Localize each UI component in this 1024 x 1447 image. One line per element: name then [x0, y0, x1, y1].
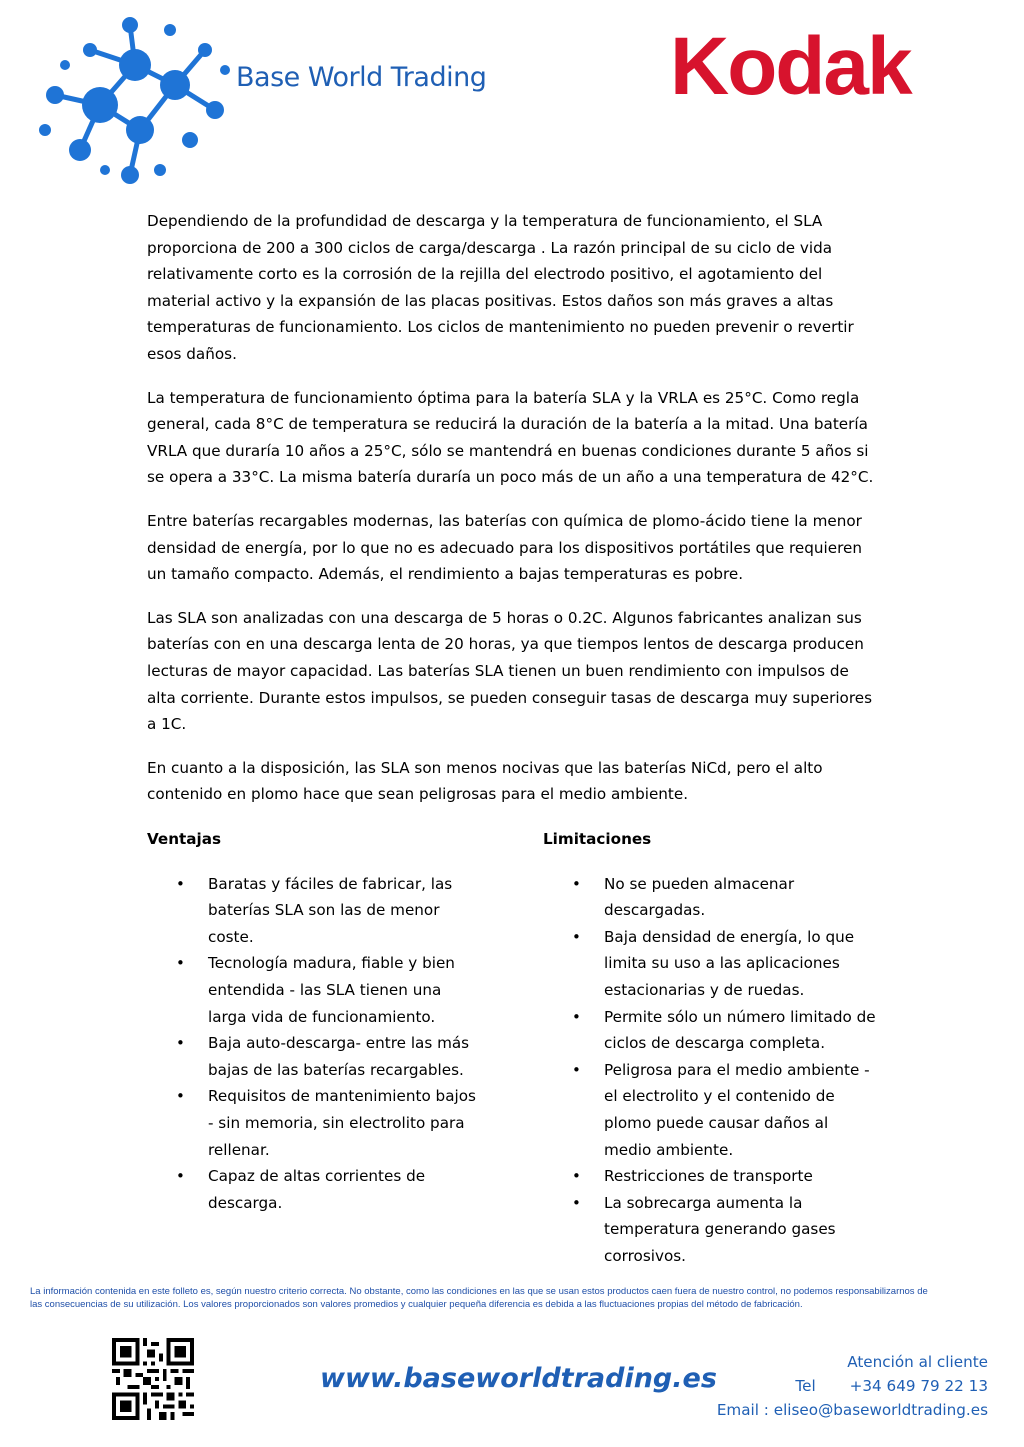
- list-item: [543, 1057, 879, 1163]
- advantages-heading: Ventajas: [147, 830, 222, 848]
- list-item: [543, 1004, 879, 1057]
- pros-cons-columns: [147, 826, 887, 1265]
- contact-block: [717, 1350, 988, 1422]
- list-item-text: Requisitos de mantenimiento bajos - sin memoria, sin electrolito para rellenar.: [208, 1087, 476, 1159]
- advantages-column: [147, 826, 487, 1216]
- list-item: [543, 1190, 879, 1270]
- paragraph: Entre baterías recargables modernas, las baterías con química de plomo-ácido tiene la menor densidad de energía, por lo que no es adecuado para los dispositivos portátiles que requieren un tamaño compacto. Además, el rendimiento a bajas temperaturas es pobre.: [147, 511, 862, 584]
- paragraph: Las SLA son analizadas con una descarga de 5 horas o 0.2C. Algunos fabricantes analizan sus baterías con en una descarga lenta de 20 horas, ya que tiempos lentos de descarga producen lecturas de mayor capacidad. Las baterías SLA tienen un buen rendimiento con impulsos de alta corriente. Durante estos impulsos, se pueden conseguir tasas de descarga muy superiores a 1C.: [147, 608, 872, 734]
- email-line[interactable]: Email : eliseo@baseworldtrading.es: [716, 1401, 988, 1419]
- list-item-text: Baja densidad de energía, lo que limita su uso a las aplicaciones estacionarias y de ruedas.: [604, 927, 855, 999]
- website-link[interactable]: www.baseworldtrading.es: [320, 1363, 717, 1394]
- list-item-text: Restricciones de transporte: [604, 1167, 813, 1186]
- list-item: [147, 1083, 480, 1163]
- qr-code-icon[interactable]: [112, 1338, 194, 1420]
- bullet-icon: •: [176, 954, 185, 973]
- paragraph: Dependiendo de la profundidad de descarga y la temperatura de funcionamiento, el SLA proporciona de 200 a 300 ciclos de carga/descarga . La razón principal de su ciclo de vida relativamente corto es la corrosión de la rejilla del electrodo positivo, el agotamiento del material activo y la expansión de las placas positivas. Estos daños son más graves a altas temperaturas de funcionamiento. Los ciclos de mantenimiento no pueden prevenir o revertir esos daños.: [147, 212, 854, 363]
- limitations-list: [543, 871, 883, 1270]
- bullet-icon: •: [572, 1167, 581, 1186]
- list-item-text: Baja auto-descarga- entre las más bajas de las baterías recargables.: [208, 1034, 470, 1079]
- bullet-icon: •: [572, 874, 581, 893]
- brand-name: Base World Trading: [236, 62, 487, 93]
- list-item: [147, 1030, 480, 1083]
- limitations-heading: Limitaciones: [543, 830, 652, 848]
- list-item: [543, 1163, 879, 1190]
- molecule-network-logo: [30, 10, 235, 190]
- list-item: [147, 871, 480, 951]
- list-item-text: Peligrosa para el medio ambiente - el electrolito y el contenido de plomo puede causar daños al medio ambiente.: [604, 1060, 870, 1159]
- bullet-icon: •: [572, 1193, 581, 1212]
- paragraph: En cuanto a la disposición, las SLA son menos nocivas que las baterías NiCd, pero el alto contenido en plomo hace que sean peligrosas para el medio ambiente.: [147, 758, 823, 804]
- bullet-icon: •: [176, 1167, 185, 1186]
- list-item-text: La sobrecarga aumenta la temperatura generando gases corrosivos.: [604, 1193, 836, 1265]
- disclaimer-line: La información contenida en este folleto es, según nuestro criterio correcta. No obstante, como las condiciones en las que se usan estos productos caen fuera de nuestro control, no podemos responsabilizarnos de: [30, 1286, 928, 1297]
- bullet-icon: •: [176, 874, 185, 893]
- list-item: [543, 871, 879, 924]
- body-text: [147, 208, 877, 825]
- list-item-text: Tecnología madura, fiable y bien entendida - las SLA tienen una larga vida de funcionamiento.: [208, 954, 455, 1026]
- paragraph: La temperatura de funcionamiento óptima para la batería SLA y la VRLA es 25°C. Como regla general, cada 8°C de temperatura se reducirá la duración de la batería a la mitad. Una batería VRLA que duraría 10 años a 25°C, sólo se mantendrá en buenas condiciones durante 5 años si se opera a 33°C. La misma batería duraría un poco más de un año a una temperatura de 42°C.: [147, 388, 874, 487]
- limitations-column: [543, 826, 883, 1270]
- tel-label: Tel: [795, 1377, 816, 1395]
- bullet-icon: •: [572, 927, 581, 946]
- tel-value[interactable]: +34 649 79 22 13: [849, 1377, 988, 1395]
- list-item: [147, 1163, 480, 1216]
- list-item-text: Baratas y fáciles de fabricar, las baterías SLA son las de menor coste.: [208, 874, 453, 946]
- advantages-list: [147, 871, 487, 1217]
- bullet-icon: •: [176, 1087, 185, 1106]
- list-item: [543, 924, 879, 1004]
- list-item-text: Permite sólo un número limitado de ciclos de descarga completa.: [604, 1007, 876, 1053]
- kodak-logo: Kodak: [670, 21, 911, 112]
- bullet-icon: •: [572, 1060, 581, 1079]
- customer-service-label: Atención al cliente: [847, 1353, 988, 1371]
- disclaimer: [30, 1285, 1020, 1311]
- list-item-text: No se pueden almacenar descargadas.: [604, 874, 795, 920]
- bullet-icon: •: [572, 1007, 581, 1026]
- phone-line: [717, 1374, 988, 1398]
- disclaimer-line: las consecuencias de su utilización. Los valores proporcionados son valores promedios y cualquier pequeña diferencia es debida a las fluctuaciones propias del método de fabricación.: [30, 1299, 803, 1310]
- list-item: [147, 950, 480, 1030]
- list-item-text: Capaz de altas corrientes de descarga.: [208, 1167, 426, 1212]
- bullet-icon: •: [176, 1034, 185, 1053]
